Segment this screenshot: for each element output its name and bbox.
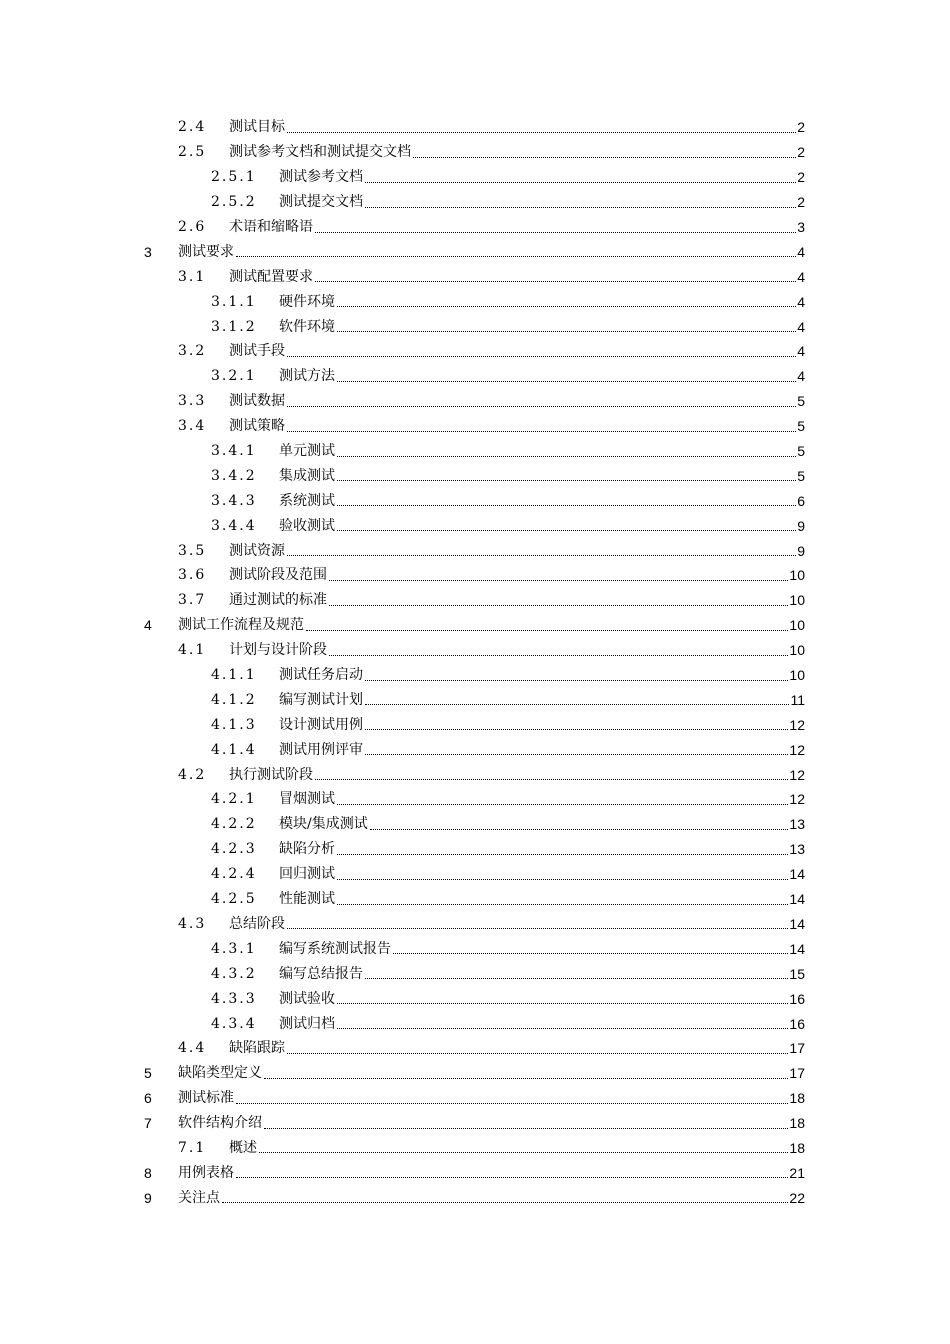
toc-dot-leader bbox=[337, 1003, 788, 1004]
toc-entry-title[interactable]: 关注点 bbox=[178, 1189, 220, 1206]
toc-entry[interactable] bbox=[0, 1086, 950, 1111]
toc-dot-leader bbox=[337, 381, 796, 382]
toc-entry-page-number: 12 bbox=[789, 791, 805, 808]
toc-entry-title[interactable]: 验收测试 bbox=[279, 517, 335, 534]
toc-entry-number: 4 bbox=[144, 617, 152, 634]
toc-entry-title[interactable]: 测试策略 bbox=[229, 418, 285, 435]
toc-entry[interactable] bbox=[0, 215, 950, 240]
toc-entry-page-number: 13 bbox=[789, 841, 805, 858]
toc-dot-leader bbox=[329, 655, 788, 656]
toc-entry-number: 3.5 bbox=[178, 542, 207, 559]
toc-entry-body bbox=[229, 143, 805, 161]
toc-entry-title[interactable]: 回归测试 bbox=[279, 866, 335, 883]
toc-entry-page-number: 17 bbox=[789, 1040, 805, 1057]
toc-entry-body bbox=[229, 392, 805, 410]
toc-entry-number: 3.4 bbox=[178, 418, 207, 435]
toc-dot-leader bbox=[287, 406, 796, 407]
toc-entry-page-number: 10 bbox=[789, 592, 805, 609]
toc-entry-body bbox=[229, 118, 805, 136]
toc-entry-body bbox=[229, 1039, 805, 1057]
toc-entry-title[interactable]: 编写测试计划 bbox=[279, 691, 363, 708]
toc-entry-number: 3.1 bbox=[178, 268, 207, 285]
toc-entry[interactable] bbox=[0, 762, 950, 787]
toc-entry[interactable] bbox=[0, 439, 950, 464]
toc-entry[interactable] bbox=[0, 1136, 950, 1161]
toc-entry-title[interactable]: 测试参考文档 bbox=[279, 169, 363, 186]
toc-entry-title[interactable]: 软件结构介绍 bbox=[178, 1115, 262, 1132]
toc-entry-page-number: 4 bbox=[797, 343, 805, 360]
toc-entry-title[interactable]: 计划与设计阶段 bbox=[229, 642, 327, 659]
toc-entry-page-number: 14 bbox=[789, 866, 805, 883]
toc-entry-page-number: 14 bbox=[789, 915, 805, 932]
toc-entry-body bbox=[178, 1064, 805, 1082]
toc-entry-body bbox=[279, 666, 805, 684]
toc-entry-number: 5 bbox=[144, 1065, 152, 1082]
toc-dot-leader bbox=[236, 1103, 788, 1104]
toc-dot-leader bbox=[287, 928, 788, 929]
toc-entry-number: 3.4.4 bbox=[211, 517, 257, 534]
toc-entry-page-number: 3 bbox=[797, 219, 805, 235]
toc-entry-body bbox=[279, 367, 805, 385]
toc-entry-page-number: 5 bbox=[797, 418, 805, 435]
toc-dot-leader bbox=[365, 704, 789, 705]
toc-entry-title[interactable]: 测试阶段及范围 bbox=[229, 567, 327, 584]
toc-entry-title[interactable]: 执行测试阶段 bbox=[229, 766, 313, 783]
toc-entry-number: 4.1 bbox=[178, 642, 207, 659]
toc-entry[interactable] bbox=[0, 165, 950, 190]
toc-entry-title[interactable]: 测试数据 bbox=[229, 393, 285, 410]
toc-entry-body bbox=[229, 641, 805, 659]
toc-entry-title[interactable]: 单元测试 bbox=[279, 443, 335, 460]
toc-dot-leader bbox=[365, 207, 796, 208]
toc-entry[interactable] bbox=[0, 1011, 950, 1036]
toc-dot-leader bbox=[337, 1028, 788, 1029]
toc-entry-page-number: 9 bbox=[797, 517, 805, 534]
toc-entry-page-number: 14 bbox=[789, 891, 805, 908]
toc-entry[interactable] bbox=[0, 663, 950, 688]
toc-entry[interactable] bbox=[0, 936, 950, 961]
toc-entry-title[interactable]: 测试用例评审 bbox=[279, 741, 363, 758]
toc-entry-number: 4.2.5 bbox=[211, 891, 257, 908]
toc-dot-leader bbox=[264, 1128, 788, 1129]
toc-dot-leader bbox=[365, 754, 788, 755]
toc-entry-body bbox=[178, 1114, 805, 1132]
toc-entry[interactable] bbox=[0, 737, 950, 762]
toc-entry-page-number: 18 bbox=[789, 1139, 805, 1156]
toc-entry[interactable] bbox=[0, 812, 950, 837]
toc-dot-leader bbox=[287, 1053, 788, 1054]
toc-dot-leader bbox=[337, 904, 788, 905]
toc-entry-body bbox=[229, 566, 805, 584]
toc-entry-page-number: 12 bbox=[789, 766, 805, 783]
toc-entry-page-number: 2 bbox=[797, 194, 805, 211]
toc-dot-leader bbox=[337, 879, 788, 880]
toc-entry-number: 7.1 bbox=[178, 1139, 207, 1156]
toc-entry[interactable] bbox=[0, 264, 950, 289]
toc-entry[interactable] bbox=[0, 787, 950, 812]
toc-dot-leader bbox=[337, 456, 796, 457]
toc-entry-page-number: 10 bbox=[789, 567, 805, 584]
toc-entry-body bbox=[178, 1164, 805, 1182]
toc-entry-title[interactable]: 编写系统测试报告 bbox=[279, 940, 391, 957]
toc-entry-body bbox=[279, 865, 805, 883]
toc-entry[interactable] bbox=[0, 463, 950, 488]
toc-dot-leader bbox=[337, 505, 796, 506]
toc-entry-title[interactable]: 测试方法 bbox=[279, 368, 335, 385]
toc-entry[interactable] bbox=[0, 140, 950, 165]
toc-entry-page-number: 5 bbox=[797, 443, 805, 460]
toc-entry-number: 4.2.2 bbox=[211, 816, 257, 833]
toc-entry-page-number: 2 bbox=[797, 144, 805, 161]
toc-entry-body bbox=[279, 318, 805, 336]
toc-dot-leader bbox=[365, 978, 788, 979]
toc-entry-number: 3 bbox=[144, 243, 152, 260]
toc-entry-number: 3.7 bbox=[178, 592, 207, 609]
toc-entry-page-number: 18 bbox=[789, 1090, 805, 1107]
toc-entry-number: 4.3.4 bbox=[211, 1015, 257, 1032]
toc-entry[interactable] bbox=[0, 1185, 950, 1210]
toc-entry-number: 7 bbox=[144, 1115, 152, 1132]
toc-entry[interactable] bbox=[0, 115, 950, 140]
toc-entry-number: 4.1.4 bbox=[211, 741, 257, 758]
toc-entry[interactable] bbox=[0, 1111, 950, 1136]
toc-entry-body bbox=[178, 1189, 805, 1207]
toc-entry-number: 3.1.1 bbox=[211, 293, 257, 310]
toc-dot-leader bbox=[264, 1078, 788, 1079]
toc-entry[interactable] bbox=[0, 339, 950, 364]
toc-entry[interactable] bbox=[0, 314, 950, 339]
toc-entry-body bbox=[229, 1139, 805, 1157]
toc-entry-body bbox=[279, 815, 805, 833]
toc-entry[interactable] bbox=[0, 389, 950, 414]
toc-entry-title[interactable]: 测试资源 bbox=[229, 542, 285, 559]
toc-dot-leader bbox=[365, 680, 788, 681]
toc-entry-page-number: 16 bbox=[789, 990, 805, 1007]
toc-entry-number: 2.5.2 bbox=[211, 194, 257, 211]
toc-entry-body bbox=[178, 243, 805, 261]
toc-dot-leader bbox=[337, 306, 796, 307]
toc-entry-title[interactable]: 缺陷跟踪 bbox=[229, 1040, 285, 1057]
toc-entry-title[interactable]: 测试标准 bbox=[178, 1090, 234, 1107]
toc-dot-leader bbox=[413, 157, 796, 158]
toc-entry-page-number: 12 bbox=[789, 741, 805, 758]
toc-entry-body bbox=[229, 766, 805, 784]
toc-entry-number: 4.3.1 bbox=[211, 940, 257, 957]
toc-entry-body bbox=[229, 542, 805, 560]
toc-entry-number: 4.2 bbox=[178, 766, 207, 783]
toc-entry-title[interactable]: 设计测试用例 bbox=[279, 716, 363, 733]
toc-entry-body bbox=[279, 517, 805, 535]
toc-entry-page-number: 4 bbox=[797, 293, 805, 310]
toc-entry[interactable] bbox=[0, 588, 950, 613]
toc-entry-title[interactable]: 测试目标 bbox=[229, 119, 285, 136]
toc-entry-title[interactable]: 测试提交文档 bbox=[279, 194, 363, 211]
toc-entry-number: 2.4 bbox=[178, 119, 207, 136]
toc-entry-title[interactable]: 硬件环境 bbox=[279, 293, 335, 310]
toc-dot-leader bbox=[393, 953, 788, 954]
toc-entry-title[interactable]: 冒烟测试 bbox=[279, 791, 335, 808]
toc-entry[interactable] bbox=[0, 961, 950, 986]
toc-entry-title[interactable]: 测试参考文档和测试提交文档 bbox=[229, 144, 411, 161]
toc-entry[interactable] bbox=[0, 712, 950, 737]
toc-entry-body bbox=[279, 442, 805, 460]
toc-entry-page-number: 2 bbox=[797, 119, 805, 136]
toc-entry-number: 4.1.2 bbox=[211, 691, 257, 708]
toc-entry-body bbox=[229, 268, 805, 286]
toc-entry[interactable] bbox=[0, 1061, 950, 1086]
toc-entry-body bbox=[279, 965, 805, 983]
toc-entry[interactable] bbox=[0, 563, 950, 588]
toc-entry-number: 3.6 bbox=[178, 567, 207, 584]
toc-entry-page-number: 11 bbox=[790, 691, 805, 708]
toc-entry-number: 4.3 bbox=[178, 915, 207, 932]
toc-entry-body bbox=[279, 492, 805, 510]
toc-entry-body bbox=[279, 168, 805, 186]
toc-entry[interactable] bbox=[0, 239, 950, 264]
toc-dot-leader bbox=[287, 132, 796, 133]
toc-entry-title[interactable]: 测试配置要求 bbox=[229, 268, 313, 285]
toc-entry-number: 3.2.1 bbox=[211, 368, 257, 385]
toc-entry-page-number: 21 bbox=[789, 1164, 805, 1181]
toc-dot-leader bbox=[337, 854, 788, 855]
toc-entry-title[interactable]: 测试验收 bbox=[279, 990, 335, 1007]
toc-entry[interactable] bbox=[0, 638, 950, 663]
toc-entry-number: 4.1.3 bbox=[211, 716, 257, 733]
toc-entry[interactable] bbox=[0, 837, 950, 862]
toc-entry[interactable] bbox=[0, 613, 950, 638]
toc-entry-number: 3.1.2 bbox=[211, 318, 257, 335]
toc-entry[interactable] bbox=[0, 887, 950, 912]
toc-entry-title[interactable]: 模块/集成测试 bbox=[279, 816, 368, 833]
toc-dot-leader bbox=[287, 555, 796, 556]
toc-entry-title[interactable]: 缺陷分析 bbox=[279, 841, 335, 858]
toc-entry-page-number: 16 bbox=[789, 1015, 805, 1032]
toc-entry-page-number: 9 bbox=[797, 542, 805, 559]
toc-entry-body bbox=[229, 417, 805, 435]
toc-entry-page-number: 13 bbox=[789, 816, 805, 833]
toc-dot-leader bbox=[287, 356, 796, 357]
toc-dot-leader bbox=[365, 182, 796, 183]
toc-entry-body bbox=[279, 790, 805, 808]
toc-entry-page-number: 10 bbox=[789, 642, 805, 659]
toc-entry-body bbox=[279, 840, 805, 858]
toc-entry-number: 2.5.1 bbox=[211, 169, 257, 186]
toc-entry-body bbox=[279, 741, 805, 759]
toc-entry-title[interactable]: 系统测试 bbox=[279, 492, 335, 509]
toc-entry-title[interactable]: 集成测试 bbox=[279, 467, 335, 484]
toc-entry[interactable] bbox=[0, 1036, 950, 1061]
toc-dot-leader bbox=[222, 1202, 788, 1203]
toc-entry[interactable] bbox=[0, 414, 950, 439]
toc-entry-body bbox=[178, 616, 805, 634]
toc-entry[interactable] bbox=[0, 364, 950, 389]
toc-entry-number: 6 bbox=[144, 1090, 152, 1107]
toc-entry-number: 4.2.1 bbox=[211, 791, 257, 808]
toc-entry-number: 8 bbox=[144, 1164, 152, 1181]
toc-entry-title[interactable]: 测试任务启动 bbox=[279, 667, 363, 684]
toc-entry-title[interactable]: 总结阶段 bbox=[229, 915, 285, 932]
toc-entry[interactable] bbox=[0, 687, 950, 712]
toc-entry-page-number: 12 bbox=[789, 716, 805, 733]
toc-entry-number: 3.4.3 bbox=[211, 492, 257, 509]
toc-entry-page-number: 10 bbox=[789, 617, 805, 634]
toc-entry-body bbox=[279, 193, 805, 211]
toc-entry[interactable] bbox=[0, 986, 950, 1011]
toc-dot-leader bbox=[337, 331, 796, 332]
toc-entry-page-number: 17 bbox=[789, 1065, 805, 1082]
toc-entry-title[interactable]: 概述 bbox=[229, 1139, 257, 1156]
toc-dot-leader bbox=[315, 232, 796, 233]
toc-entry-page-number: 22 bbox=[789, 1189, 805, 1206]
toc-entry-body bbox=[229, 218, 805, 236]
toc-entry-page-number: 5 bbox=[797, 467, 805, 484]
toc-entry-body bbox=[279, 990, 805, 1008]
toc-entry-number: 2.5 bbox=[178, 144, 207, 161]
toc-entry-body bbox=[279, 691, 805, 709]
toc-entry-page-number: 4 bbox=[797, 318, 805, 335]
toc-entry-number: 3.4.1 bbox=[211, 443, 257, 460]
toc-entry-body bbox=[279, 716, 805, 734]
toc-dot-leader bbox=[329, 580, 788, 581]
toc-entry-body bbox=[279, 1015, 805, 1033]
toc-entry-page-number: 4 bbox=[797, 268, 805, 285]
toc-entry-body bbox=[229, 591, 805, 609]
toc-entry[interactable] bbox=[0, 1160, 950, 1185]
toc-dot-leader bbox=[337, 804, 788, 805]
toc-entry-page-number: 5 bbox=[797, 393, 805, 410]
toc-dot-leader bbox=[365, 729, 788, 730]
toc-entry-number: 4.1.1 bbox=[211, 667, 257, 684]
toc-entry-body bbox=[229, 342, 805, 360]
toc-entry[interactable] bbox=[0, 538, 950, 563]
toc-entry-body bbox=[279, 293, 805, 311]
toc-entry-number: 3.4.2 bbox=[211, 467, 257, 484]
toc-entry-title[interactable]: 测试归档 bbox=[279, 1015, 335, 1032]
toc-dot-leader bbox=[236, 256, 796, 257]
toc-dot-leader bbox=[259, 1152, 788, 1153]
toc-entry-number: 9 bbox=[144, 1189, 152, 1206]
toc-dot-leader bbox=[306, 630, 788, 631]
toc-entry[interactable] bbox=[0, 862, 950, 887]
toc-dot-leader bbox=[337, 480, 796, 481]
table-of-contents bbox=[0, 115, 950, 1210]
toc-dot-leader bbox=[329, 605, 788, 606]
toc-entry-title[interactable]: 测试手段 bbox=[229, 343, 285, 360]
toc-entry-page-number: 4 bbox=[797, 243, 805, 260]
toc-entry[interactable] bbox=[0, 190, 950, 215]
toc-entry-body bbox=[279, 940, 805, 958]
toc-entry[interactable] bbox=[0, 912, 950, 937]
toc-entry-number: 4.3.3 bbox=[211, 990, 257, 1007]
toc-entry-title[interactable]: 测试工作流程及规范 bbox=[178, 617, 304, 634]
toc-entry-title[interactable]: 术语和缩略语 bbox=[229, 219, 313, 235]
toc-entry-number: 4.2.3 bbox=[211, 841, 257, 858]
toc-entry-page-number: 10 bbox=[789, 667, 805, 684]
toc-entry-number: 2.6 bbox=[178, 219, 207, 235]
toc-entry-page-number: 2 bbox=[797, 169, 805, 186]
toc-entry-title[interactable]: 缺陷类型定义 bbox=[178, 1065, 262, 1082]
toc-dot-leader bbox=[315, 779, 788, 780]
toc-entry-page-number: 4 bbox=[797, 368, 805, 385]
toc-entry-title[interactable]: 性能测试 bbox=[279, 891, 335, 908]
toc-entry-number: 3.2 bbox=[178, 343, 207, 360]
toc-entry-page-number: 15 bbox=[789, 965, 805, 982]
toc-entry-number: 3.3 bbox=[178, 393, 207, 410]
toc-entry-title[interactable]: 通过测试的标准 bbox=[229, 592, 327, 609]
toc-entry-number: 4.4 bbox=[178, 1040, 207, 1057]
toc-entry-title[interactable]: 用例表格 bbox=[178, 1164, 234, 1181]
toc-entry[interactable] bbox=[0, 488, 950, 513]
toc-entry-body bbox=[229, 915, 805, 933]
toc-entry-body bbox=[279, 890, 805, 908]
toc-entry-title[interactable]: 编写总结报告 bbox=[279, 965, 363, 982]
toc-entry-body bbox=[279, 467, 805, 485]
toc-entry[interactable] bbox=[0, 289, 950, 314]
toc-entry-page-number: 14 bbox=[789, 940, 805, 957]
toc-entry-title[interactable]: 软件环境 bbox=[279, 318, 335, 335]
toc-entry-page-number: 6 bbox=[797, 492, 805, 509]
toc-entry-number: 4.3.2 bbox=[211, 965, 257, 982]
toc-entry[interactable] bbox=[0, 513, 950, 538]
toc-dot-leader bbox=[236, 1177, 788, 1178]
toc-entry-body bbox=[178, 1089, 805, 1107]
toc-entry-title[interactable]: 测试要求 bbox=[178, 243, 234, 260]
toc-dot-leader bbox=[370, 829, 789, 830]
toc-dot-leader bbox=[337, 530, 796, 531]
toc-dot-leader bbox=[287, 431, 796, 432]
toc-entry-page-number: 18 bbox=[789, 1115, 805, 1132]
toc-dot-leader bbox=[315, 281, 796, 282]
toc-entry-number: 4.2.4 bbox=[211, 866, 257, 883]
